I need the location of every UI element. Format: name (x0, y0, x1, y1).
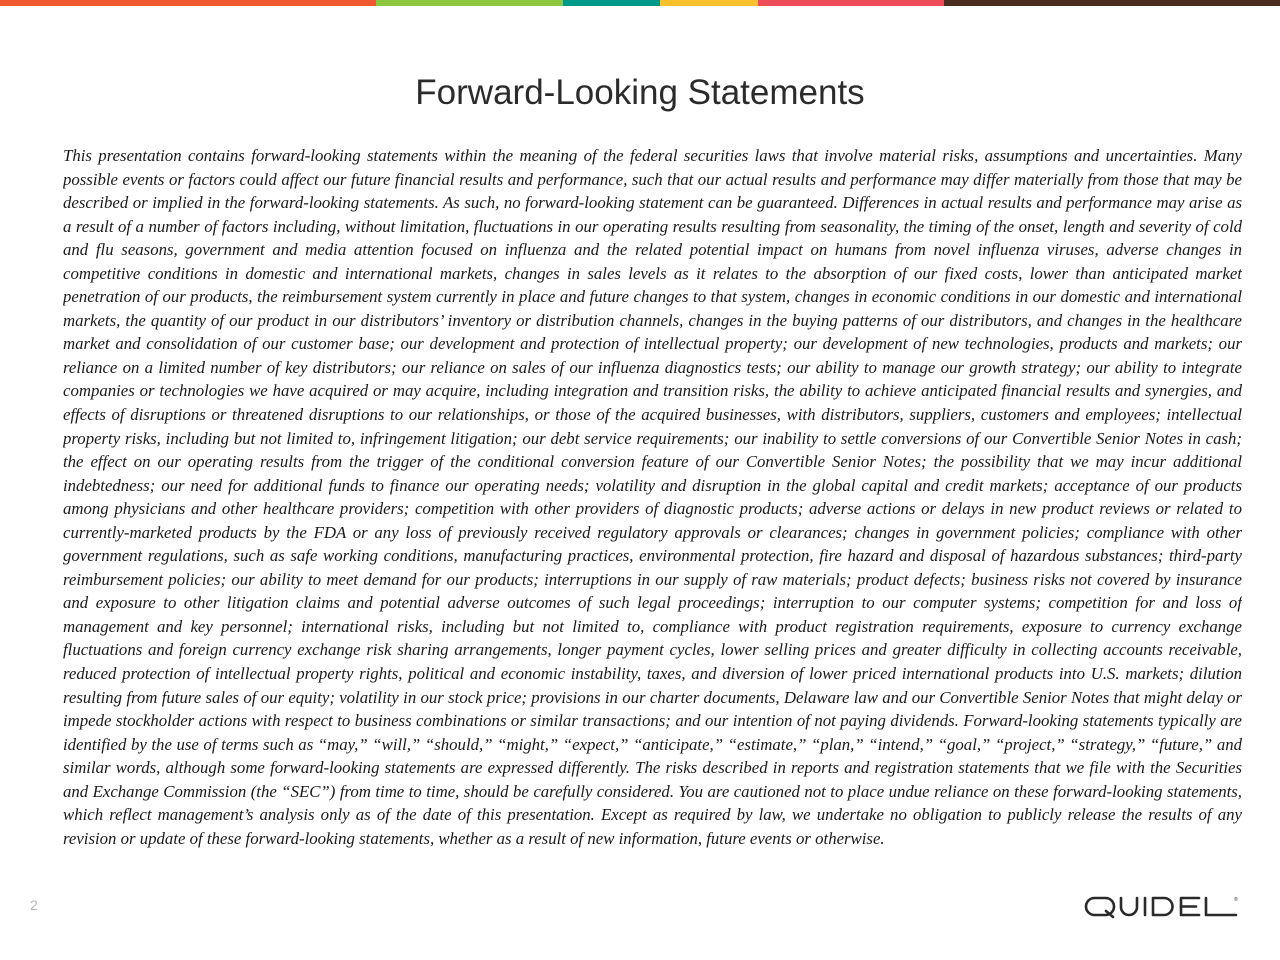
forward-looking-statement-text: This presentation contains forward-looking statements within the meaning of the federal securities laws that involve material risks, assumptions and uncertainties. Many possible events or factors could affect our future financial results and performance, such that our actual results and performance may differ materially from those that may be described or implied in the forward-looking statements. As such, no forward-looking statement can be guaranteed. Differences in actual results and performance may arise as a result of a number of factors including, without limitation, fluctuations in our operating results resulting from seasonality, the timing of the onset, length and severity of cold and flu seasons, government and media attention focused on influenza and the related potential impact on humans from novel influenza viruses, adverse changes in competitive conditions in domestic and international markets, changes in sales levels as it relates to the absorption of our fixed costs, lower than anticipated market penetration of our products, the reimbursement system currently in place and future changes to that system, changes in economic conditions in our domestic and international markets, the quantity of our product in our distributors’ inventory or distribution channels, changes in the buying patterns of our distributors, and changes in the healthcare market and consolidation of our customer base; our development and protection of intellectual property; our development of new technologies, products and markets; our reliance on a limited number of key distributors; our reliance on sales of our influenza diagnostics tests; our ability to manage our growth strategy; our ability to integrate companies or technologies we have acquired or may acquire, including integration and transition risks, the ability to achieve anticipated financial results and synergies, and effects of disruptions or threatened disruptions to our relationships, or those of the acquired businesses, with distributors, suppliers, customers and employees; intellectual property risks, including but not limited to, infringement litigation; our debt service requirements; our inability to settle conversions of our Convertible Senior Notes in cash; the effect on our operating results from the trigger of the conditional conversion feature of our Convertible Senior Notes; the possibility that we may incur additional indebtedness; our need for additional funds to finance our operating needs; volatility and disruption in the global capital and credit markets; acceptance of our products among physicians and other healthcare providers; competition with other providers of diagnostic products; adverse actions or delays in new product reviews or related to currently-marketed products by the FDA or any loss of previously received regulatory approvals or clearances; changes in government policies; compliance with other government regulations, such as safe working conditions, manufacturing practices, environmental protection, fire hazard and disposal of hazardous substances; third-party reimbursement policies; our ability to meet demand for our products; interruptions in our supply of raw materials; product defects; business risks not covered by insurance and exposure to other litigation claims and potential adverse outcomes of such legal proceedings; interruption to our computer systems; competition for and loss of management and key personnel; international risks, including but not limited to, compliance with product registration requirements, exposure to currency exchange fluctuations and foreign currency exchange risk sharing arrangements, longer payment cycles, lower selling prices and greater difficulty in collecting accounts receivable, reduced protection of intellectual property rights, political and economic instability, taxes, and diversion of lower priced international products into U.S. markets; dilution resulting from future sales of our equity; volatility in our stock price; provisions in our charter documents, Delaware law and our Convertible Senior Notes that might delay or impede stockholder actions with respect to business combinations or similar transactions; and our intention of not paying dividends. Forward-looking statements typically are identified by the use of terms such as “may,” “will,” “should,” “might,” “expect,” “anticipate,” “estimate,” “plan,” “intend,” “goal,” “project,” “strategy,” “future,” and similar words, although some forward-looking statements are expressed differently. The risks described in reports and registration statements that we file with the Securities and Exchange Commission (the “SEC”) from time to time, should be carefully considered. You are cautioned not to place undue reliance on these forward-looking statements, which reflect management’s analysis only as of the date of this presentation. Except as required by law, we undertake no obligation to publicly release the results of any revision or update of these forward-looking statements, whether as a result of new information, future events or otherwise. (63, 146, 1242, 848)
quidel-logo (1084, 892, 1244, 922)
color-bar-segment-red (758, 0, 944, 6)
color-bar-segment-teal (563, 0, 660, 6)
color-bar-segment-green (376, 0, 563, 6)
page-title: Forward-Looking Statements (415, 73, 865, 112)
color-bar-segment-brown (944, 0, 1280, 6)
top-color-bar (0, 0, 1280, 6)
svg-text:®: ® (1234, 897, 1238, 903)
color-bar-segment-yellow (660, 0, 758, 6)
page-number: 2 (30, 897, 38, 913)
color-bar-segment-orange (0, 0, 376, 6)
